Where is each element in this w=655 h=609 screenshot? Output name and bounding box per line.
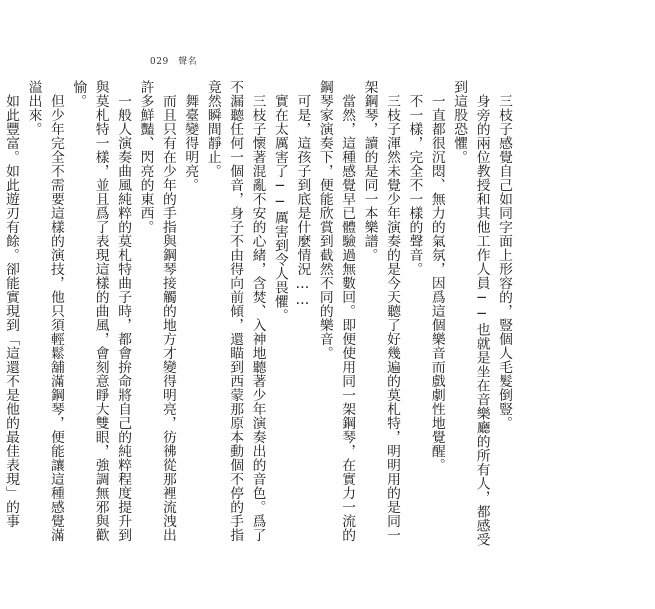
paragraph: 三枝子感覺自己如同字面上形容的，豎個人毛髮倒豎。 — [496, 93, 512, 430]
paragraph: 當然，這種感覺早已體驗過無數回。即便使用同一架鋼琴，在實力一流的鋼琴家演奏下，便能欣賞到截然不同的樂音。 — [316, 80, 356, 542]
page-number: 029 — [150, 57, 169, 67]
paragraph: 三枝子懷著混亂不安的心緒，含焚、入神地聽著少年演奏出的音色。爲了不漏聽任何一個音，身子不由得向前傾，還瞄到西蒙那原本動個不停的手指竟然瞬間靜止。 — [204, 80, 266, 542]
paragraph: 三枝子渾然未覺少年演奏的是今天聽了好幾遍的莫札特，明明用的是同一架鋼琴，讀的是同一本樂譜。 — [361, 80, 400, 542]
section-title: 聲名 — [178, 57, 198, 67]
paragraph: 而且只有在少年的手指與鋼琴接觸的地方才變得明亮，彷彿從那裡流洩出許多鮮豔、閃亮的東西。 — [137, 80, 176, 542]
running-head — [150, 54, 197, 67]
paragraph: 如此豐富。如此遊刃有餘。卻能實現到「這還不是他的最佳表現」的事 — [3, 93, 20, 528]
vertical-body-text — [0, 80, 515, 550]
paragraph: 一般人演奏曲風純粹的莫札特曲子時，都會拚命將自己的純粹程度提升到與莫札特一樣，並且爲了表現這樣的曲風，會刻意睜大雙眼，強調無邪與歡愉。 — [70, 80, 132, 542]
paragraph: 舞臺變得明亮。 — [182, 93, 199, 192]
paragraph: 身旁的兩位教授和其他工作人員──也就是坐在音樂廳的所有人，都感受到這股恐懼。 — [451, 80, 490, 547]
paragraph: 實在太厲害了──厲害到令人畏懼。 — [271, 93, 288, 323]
paragraph: 不一樣，完全不一樣的聲音。 — [406, 93, 423, 276]
paragraph: 一直都很沉悶、無力的氣氛，因爲這個樂音而戲劇性地覺醒。 — [428, 93, 445, 472]
paragraph: 可是，這孩子到底是什麼情況…… — [294, 93, 311, 309]
paragraph: 但少年完全不需要這樣的演技，他只須輕鬆舖滿鋼琴，便能讓這種感覺滿溢出來。 — [25, 80, 64, 542]
